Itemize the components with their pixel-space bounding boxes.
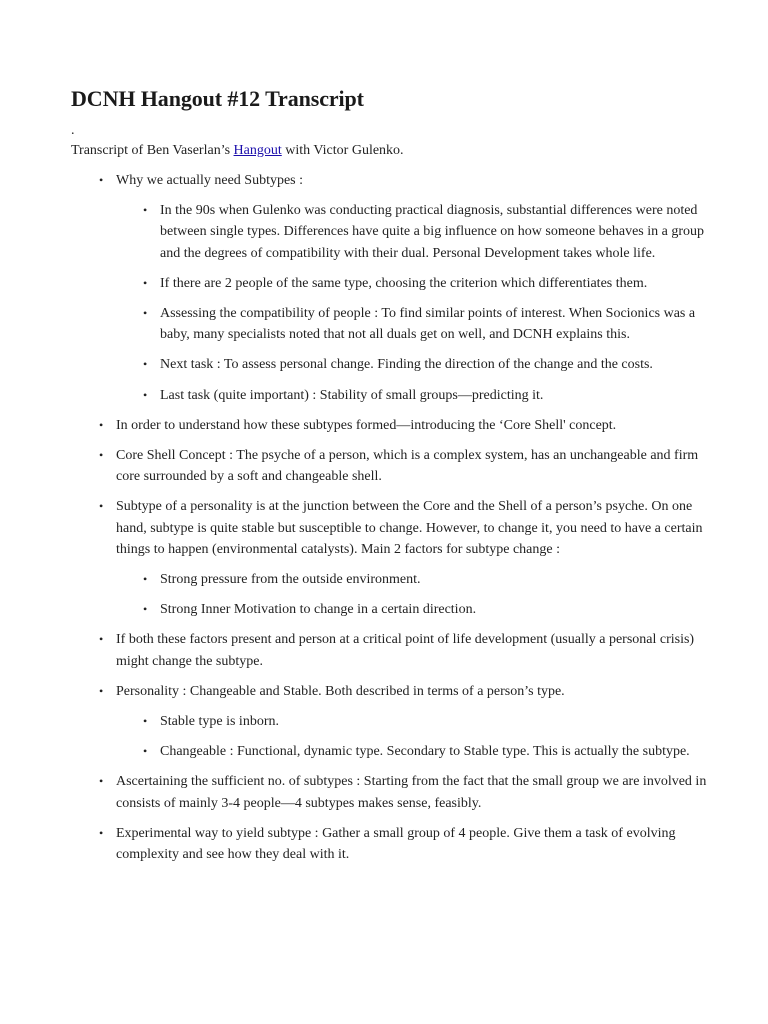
sub-list-item xyxy=(143,599,711,620)
list-item xyxy=(99,771,711,813)
bullet-icon: • xyxy=(143,602,148,617)
list-item-text: Subtype of a personality is at the junction between the Core and the Shell of a person’s psyche. On one hand, subtype is quite stable but susceptible to change. However, to change it, you need to have a certain things to happen (environmental catalysts). Main 2 factors for subtype change : xyxy=(116,499,703,557)
sub-bullet-list xyxy=(116,200,711,406)
sub-list-item xyxy=(143,569,711,590)
document-page xyxy=(71,84,711,874)
sub-list-item-text: Strong pressure from the outside environment. xyxy=(160,572,421,588)
list-item-text: Core Shell Concept : The psyche of a person, which is a complex system, has an unchangeable and firm core surrounded by a soft and changeable shell. xyxy=(116,448,699,485)
list-item xyxy=(99,823,711,865)
intro-text-before: Transcript of Ben Vaserlan’s xyxy=(71,143,234,158)
bullet-icon: • xyxy=(143,275,148,290)
page-title: DCNH Hangout #12 Transcript xyxy=(71,86,364,111)
sub-list-item-text: If there are 2 people of the same type, choosing the criterion which differentiates them. xyxy=(160,275,648,291)
bullet-icon: • xyxy=(143,387,148,402)
list-item-text: Ascertaining the sufficient no. of subtypes : Starting from the fact that the small group we are involved in consists of mainly 3-4 people—4 subtypes makes sense, feasibly. xyxy=(116,774,707,811)
bullet-icon: • xyxy=(99,683,104,698)
list-item xyxy=(99,681,711,763)
bullet-icon: • xyxy=(99,173,104,187)
bullet-icon: • xyxy=(99,417,104,432)
hangout-link[interactable]: Hangout xyxy=(233,143,282,158)
bullet-icon: • xyxy=(143,744,148,759)
bullet-icon: • xyxy=(143,357,148,372)
dot-marker: . xyxy=(71,123,75,138)
list-item-text: Personality : Changeable and Stable. Both described in terms of a person’s type. xyxy=(116,683,565,699)
bullet-icon: • xyxy=(143,714,148,729)
bullet-icon: • xyxy=(143,203,148,218)
sub-list-item-text: Last task (quite important) : Stability of small groups—predicting it. xyxy=(160,387,544,403)
sub-list-item-text: Changeable : Functional, dynamic type. Secondary to Stable type. This is actually the subtype. xyxy=(160,744,690,760)
list-item xyxy=(99,415,711,436)
list-item-text: In order to understand how these subtypes formed—introducing the ‘Core Shell' concept. xyxy=(116,417,617,433)
list-item xyxy=(99,629,711,671)
bullet-icon: • xyxy=(99,632,104,647)
sub-list-item-text: Assessing the compatibility of people : To find similar points of interest. When Socionics was a baby, many specialists noted that not all duals get on well, and DCNH explains this. xyxy=(160,306,696,343)
intro-paragraph xyxy=(71,140,711,161)
bullet-icon: • xyxy=(143,306,148,321)
bullet-icon: • xyxy=(143,572,148,587)
list-item xyxy=(99,496,711,620)
bullet-icon: • xyxy=(99,448,104,463)
list-item-text: If both these factors present and person at a critical point of life development (usually a personal crisis) might change the subtype. xyxy=(116,632,695,669)
sub-list-item xyxy=(143,385,711,406)
list-item-text: Why we actually need Subtypes : xyxy=(116,173,304,188)
sub-list-item xyxy=(143,303,711,345)
sub-list-item xyxy=(143,273,711,294)
sub-list-item xyxy=(143,711,711,732)
list-item-text: Experimental way to yield subtype : Gather a small group of 4 people. Give them a task of evolving complexity and see how they deal with it. xyxy=(116,825,676,863)
sub-list-item-text: Next task : To assess personal change. Finding the direction of the change and the costs. xyxy=(160,357,653,373)
sub-list-item-text: Strong Inner Motivation to change in a certain direction. xyxy=(160,602,477,618)
intro-text-after: with Victor Gulenko. xyxy=(281,143,404,158)
sub-list-item-text: Stable type is inborn. xyxy=(160,714,279,730)
bullet-icon: • xyxy=(99,774,104,789)
bullet-icon: • xyxy=(99,825,104,840)
sub-list-item-text: In the 90s when Gulenko was conducting practical diagnosis, substantial differences were noted between single types. Differences have quite a big influence on how someone behaves in a group and the degrees of compatibility with their dual. Personal Development takes whole life. xyxy=(160,203,705,261)
bullet-icon: • xyxy=(99,499,104,514)
list-item xyxy=(99,445,711,487)
sub-list-item xyxy=(143,741,711,762)
bullet-list xyxy=(71,170,711,865)
sub-bullet-list xyxy=(116,569,711,620)
sub-list-item xyxy=(143,200,711,264)
sub-bullet-list xyxy=(116,711,711,762)
sub-list-item xyxy=(143,354,711,375)
list-item xyxy=(99,170,711,406)
